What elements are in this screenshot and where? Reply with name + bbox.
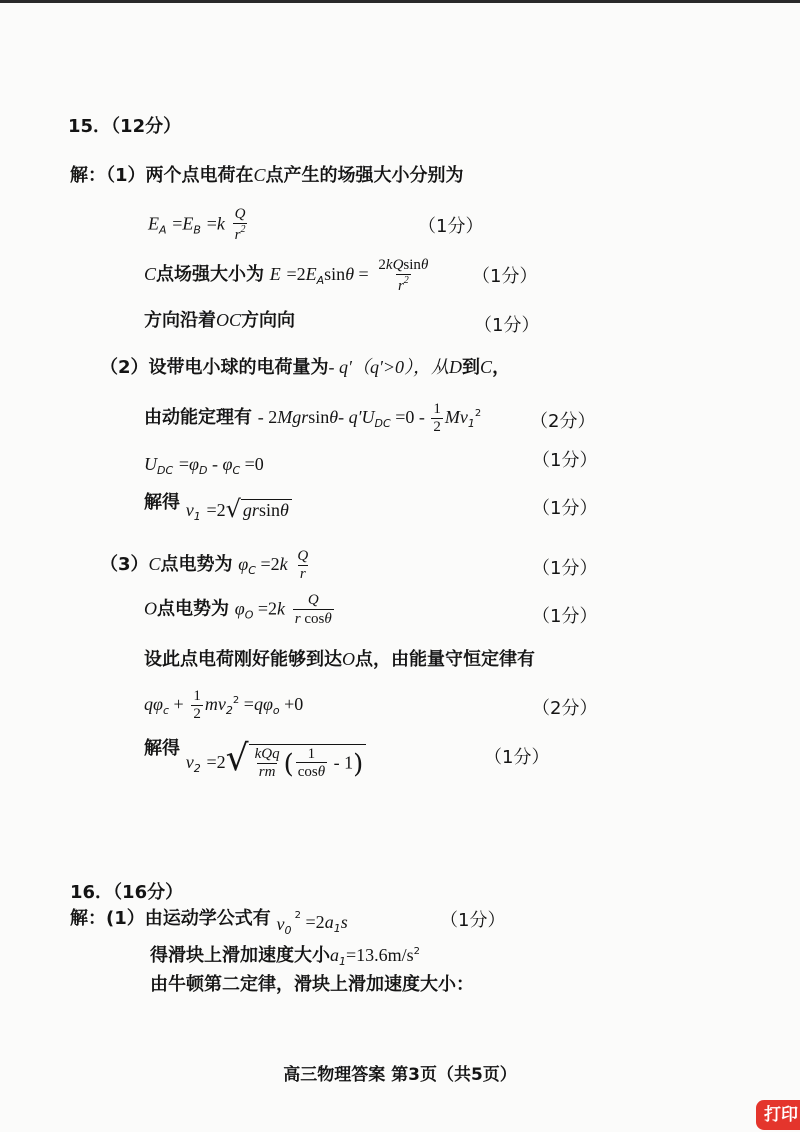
energy-conservation-intro: 设此点电荷刚好能够到达O点，由能量守恒定律有 [144,649,535,670]
score-11: （1分） [440,910,506,931]
q15-part2-intro: （2）设带电小球的电荷量为- q′（q′>0），从D到C， [100,357,511,378]
score-5: （1分） [532,450,598,471]
direction-line: 方向沿着OC方向向 [144,310,296,331]
q15-part1-intro: 解：（1）两个点电荷在C点产生的场强大小分别为 [70,165,464,186]
score-10: （1分） [484,747,550,768]
q15-heading: 15．（12分） [68,116,182,137]
score-1: （1分） [418,216,484,237]
solve-v1: 解得 $v_1 =2√$ grsinθ [144,494,292,522]
score-2: （1分） [472,266,538,287]
score-7: （1分） [532,558,598,579]
page-footer: 高三物理答案 第3页（共5页） [283,1065,517,1085]
eq-energy-theorem: 由动能定理有 - 2Mgrsinθ- $q'U_{DC} =0$ - $\frac{1}{2}$ $Mv_1^2$ [144,401,482,435]
potential-o: O点电势为 $\varphi_O =2k$ $\frac{Q}{\text{r cosθ}}$ [144,592,332,627]
solve-v2: 解得 $v_2 =2√$ $\frac{\text{kQq}}{rm}$ ( $\frac{1}{\cos\theta}$ - 1) [144,740,366,781]
top-border [0,0,800,3]
eq-energy-conservation: $q\varphi_c$ + $\frac{1}{2}$ $mv_2^2 =q\varphi_o +0$ [144,688,304,722]
q16-acceleration: 得滑块上滑加速度大小$a_1=13.6m/s^2$ [150,945,421,968]
q16-heading: 16．（16分） [70,882,184,903]
score-9: （2分） [532,698,598,719]
eq-field-c: C点场强大小为 $E =2E_A\sin\theta$ = $\frac{2kQsin\theta}{r^2}$ [144,257,429,294]
q16-newton-line: 由牛顿第二定律，滑块上滑加速度大小： [150,974,474,995]
q16-part1: 解：(1）由运动学公式有 $v_0$ $^2 =2a_1s$ [70,908,348,937]
score-3: （1分） [474,315,540,336]
score-6: （1分） [532,498,598,519]
score-8: （1分） [532,606,598,627]
score-4: （2分） [530,411,596,432]
print-button[interactable]: 打印 [756,1100,800,1130]
eq-field-ea-eb: $E_A =E_B =k$ $\frac{Q}{r^2}$ [148,206,246,243]
eq-voltage-dc: $U_{DC} =\varphi_D - \varphi_C =0$ [144,454,264,477]
potential-c: （3）C点电势为 $\varphi_C =2k$ $\frac{Q}{r}$ [100,548,309,582]
